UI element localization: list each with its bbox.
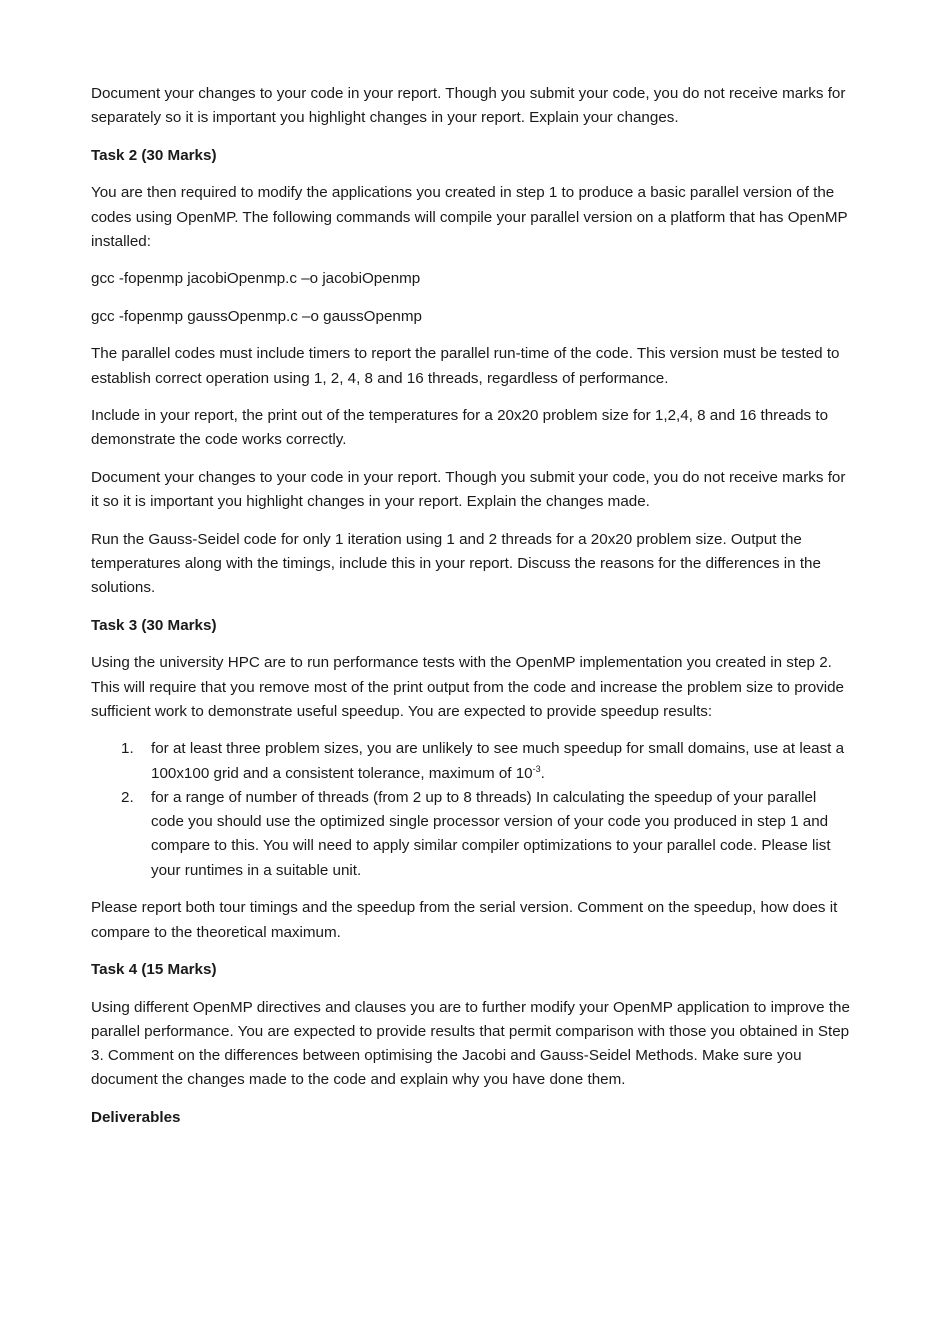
document-page <box>91 82 851 1130</box>
task2-command-gauss: gcc -fopenmp gaussOpenmp.c –o gaussOpenmp <box>91 307 422 325</box>
list-item-number: 1. <box>121 740 134 758</box>
list-item-number: 2. <box>121 788 134 806</box>
task4-paragraph-1: Using different OpenMP directives and clauses you are to further modify your OpenMP application to improve the parallel performance. You are expected to provide results that permit comparison with those you obtained in Step 3. Comment on the differences between optimising the Jacobi and Gauss-Seidel Methods. Make sure you document the changes made to the code and explain why you have done them. <box>91 998 850 1089</box>
list-item <box>91 737 851 786</box>
deliverables-heading: Deliverables <box>91 1108 181 1126</box>
list-item <box>91 786 851 883</box>
task3-heading: Task 3 (30 Marks) <box>91 616 217 634</box>
task2-paragraph-2: The parallel codes must include timers to report the parallel run-time of the code. This version must be tested to establish correct operation using 1, 2, 4, 8 and 16 threads, regardless of performance. <box>91 345 840 387</box>
task4-heading: Task 4 (15 Marks) <box>91 961 217 979</box>
task2-paragraph-4: Document your changes to your code in your report. Though you submit your code, you do not receive marks for it so it is important you highlight changes in your report. Explain the changes made. <box>91 468 846 511</box>
task2-command-jacobi: gcc -fopenmp jacobiOpenmp.c –o jacobiOpenmp <box>91 270 421 288</box>
task3-paragraph-2: Please report both tour timings and the speedup from the serial version. Comment on the speedup, how does it compare to the theoretical maximum. <box>91 899 838 941</box>
list-item-suffix: . <box>540 764 545 782</box>
list-item-text: for a range of number of threads (from 2 up to 8 threads) In calculating the speedup of your parallel code you should use the optimized single processor version of your code you produced in step 1 and compare to this. You will need to apply similar compiler optimizations to your parallel code. Please list your runtimes in a suitable unit. <box>151 788 831 879</box>
task2-paragraph-1: You are then required to modify the applications you created in step 1 to produce a basic parallel version of the codes using OpenMP. The following commands will compile your parallel version on a platform that has OpenMP installed: <box>91 184 848 250</box>
task2-paragraph-5: Run the Gauss-Seidel code for only 1 iteration using 1 and 2 threads for a 20x20 problem size. Output the temperatures along with the timings, include this in your report. Discuss the reasons for the differences in the solutions. <box>91 530 821 597</box>
list-item-text: for at least three problem sizes, you are unlikely to see much speedup for small domains, use at least a 100x100 grid and a consistent tolerance, maximum of 10 <box>151 740 845 782</box>
task2-paragraph-3: Include in your report, the print out of the temperatures for a 20x20 problem size for 1,2,4, 8 and 16 threads to demonstrate the code works correctly. <box>91 407 829 449</box>
exponent: -3 <box>532 763 541 774</box>
task2-heading: Task 2 (30 Marks) <box>91 146 217 164</box>
task3-paragraph-1: Using the university HPC are to run performance tests with the OpenMP implementation you created in step 2. This will require that you remove most of the print output from the code and increase the problem size to provide sufficient work to demonstrate useful speedup. You are expected to provide speedup results: <box>91 654 845 720</box>
intro-paragraph: Document your changes to your code in your report. Though you submit your code, you do not receive marks for separately so it is important you highlight changes in your report. Explain your changes. <box>91 85 846 127</box>
task3-list <box>91 737 851 883</box>
